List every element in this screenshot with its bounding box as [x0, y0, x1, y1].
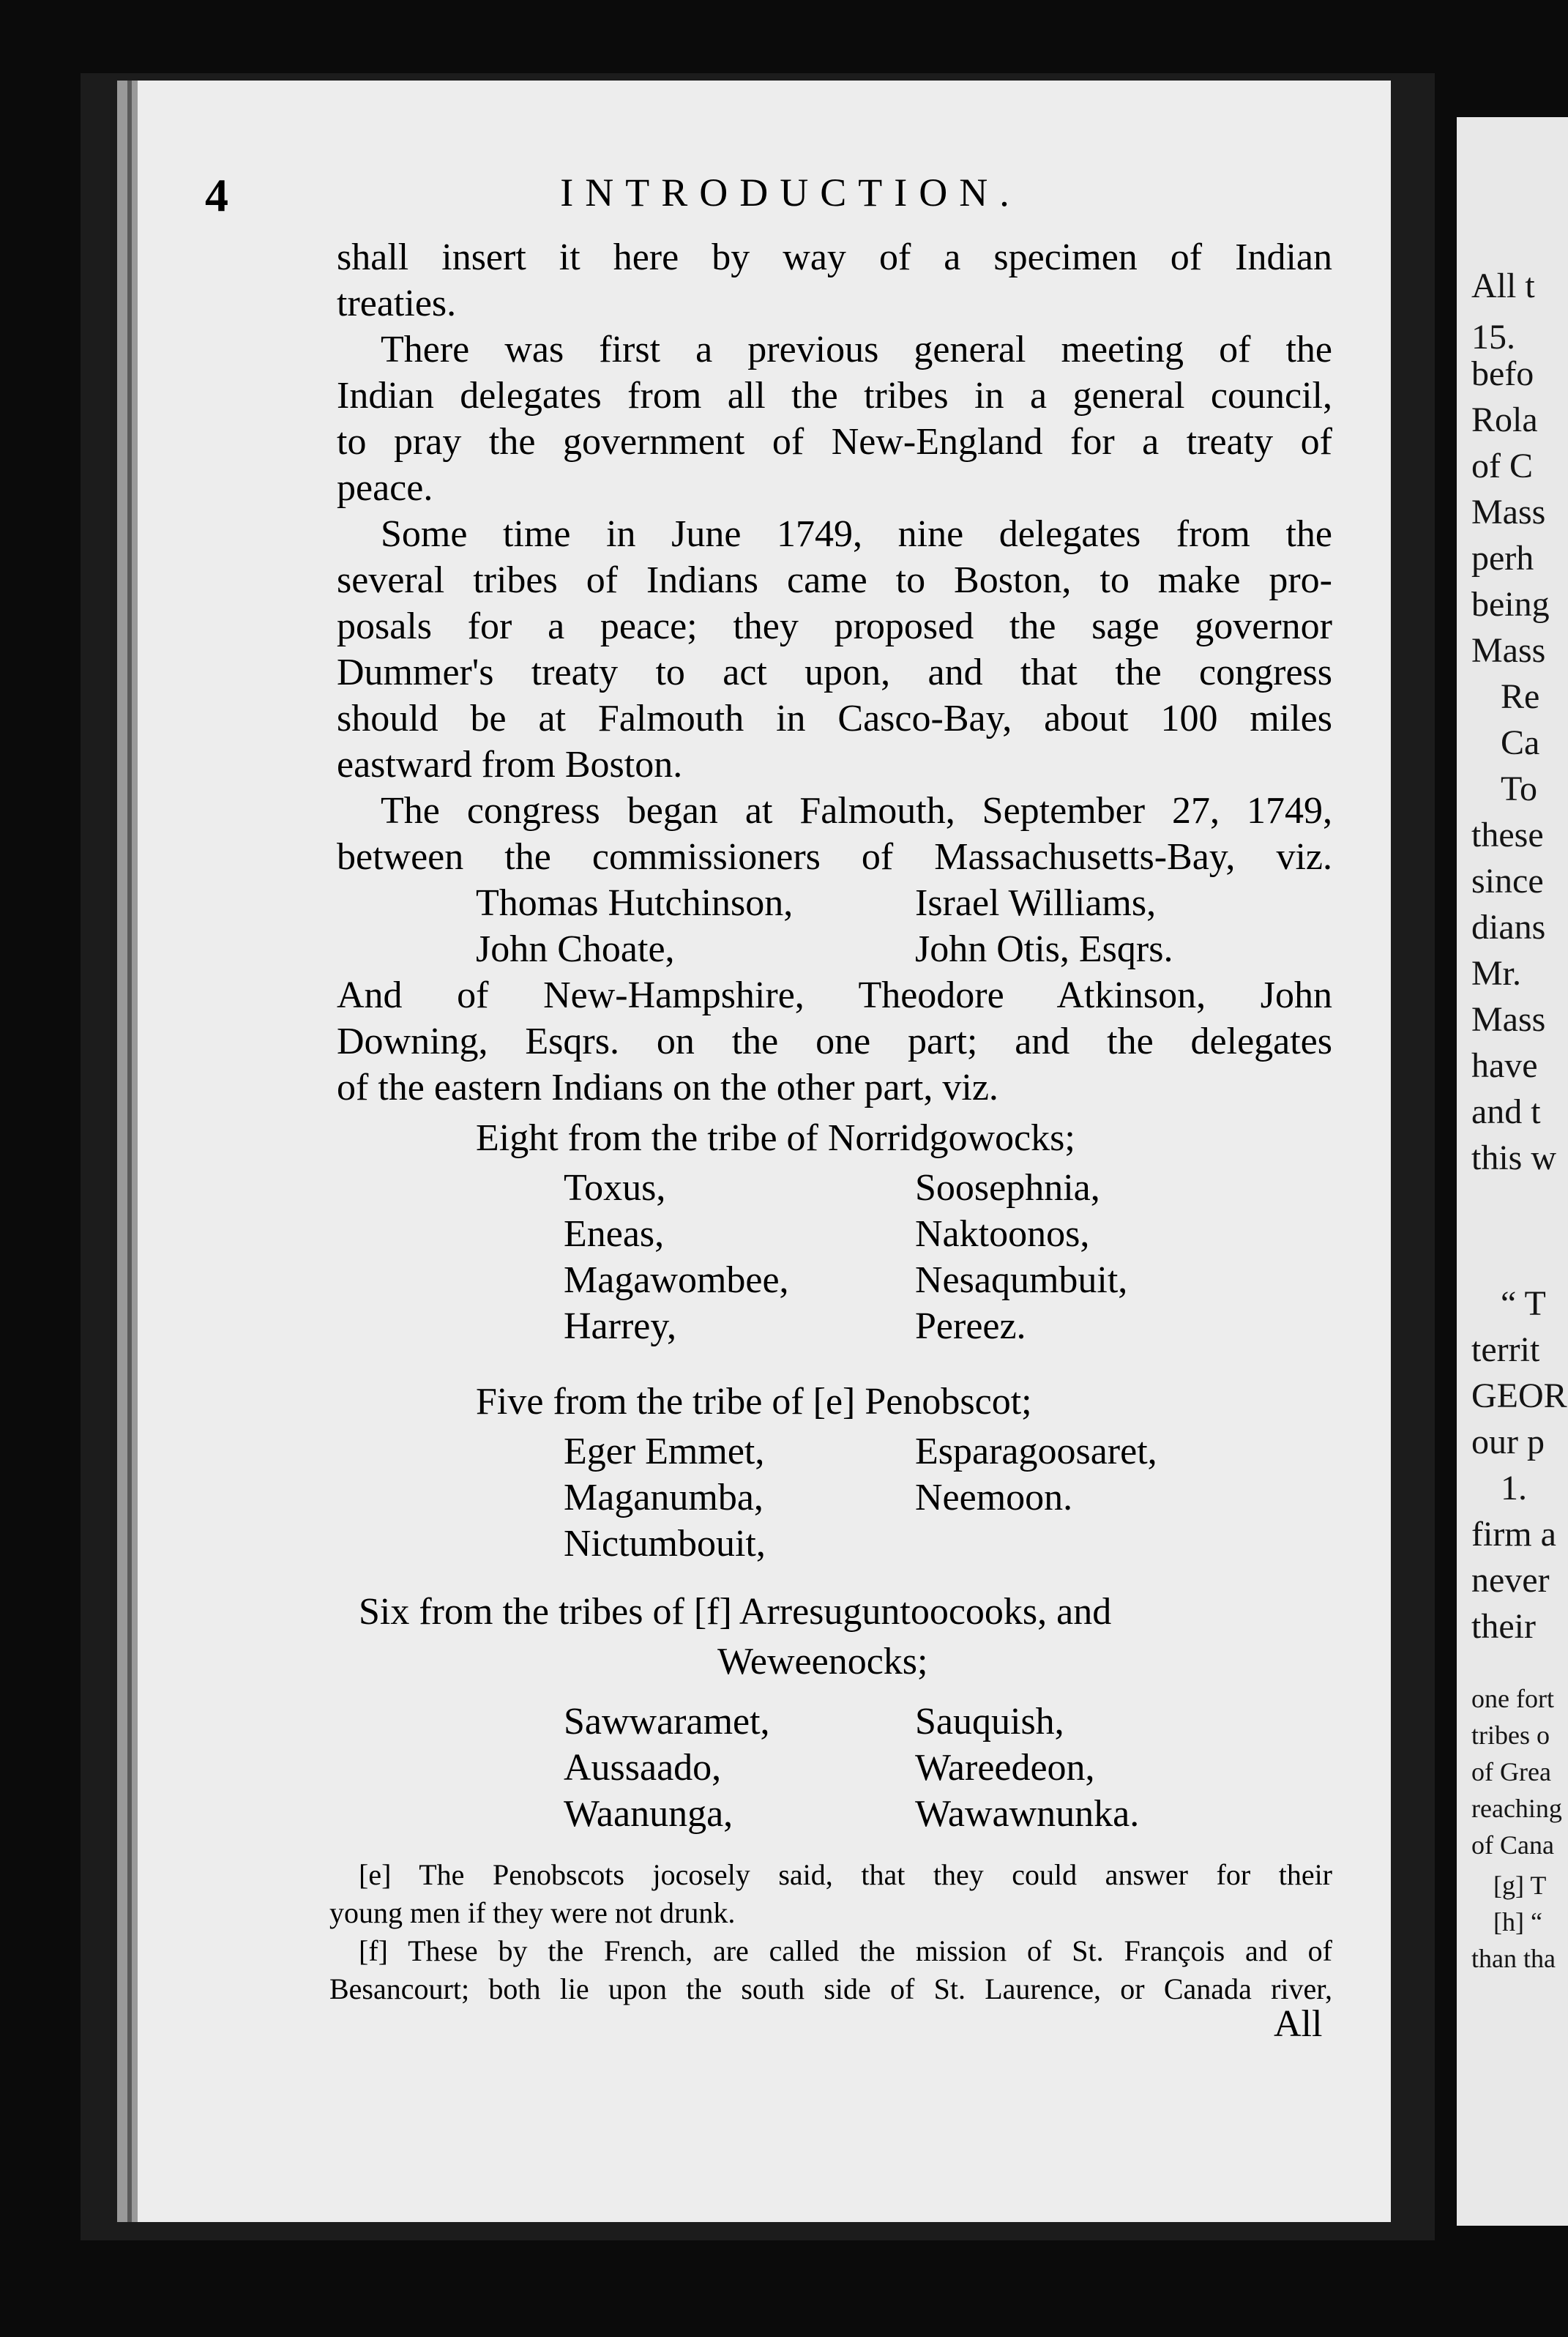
commissioner-name: John Choate,: [476, 928, 675, 970]
delegate-name: Wareedeon,: [915, 1747, 1095, 1789]
tribe-heading: Five from the tribe of [e] Penobscot;: [476, 1381, 1032, 1423]
facing-line: 1.: [1501, 1469, 1527, 1507]
body-text: [337, 234, 1332, 1837]
facing-line: never: [1471, 1561, 1550, 1600]
facing-line: GEOR: [1471, 1376, 1567, 1415]
facing-line: [g] T: [1493, 1871, 1547, 1900]
facing-line: of C: [1471, 447, 1533, 485]
facing-line: have: [1471, 1046, 1538, 1085]
text-line: And of New-Hampshire, Theodore Atkinson, John: [337, 974, 1332, 1016]
facing-line: Mass: [1471, 1000, 1546, 1039]
facing-line: perh: [1471, 539, 1534, 578]
delegate-row: [337, 1257, 1332, 1303]
delegate-name: Eneas,: [564, 1213, 665, 1255]
delegate-name: Nictumbouit,: [564, 1523, 766, 1565]
facing-line: firm a: [1471, 1515, 1556, 1554]
text-line: to pray the government of New-England for a treaty of: [337, 421, 1332, 463]
facing-line: All t: [1471, 266, 1535, 305]
delegate-name: Naktoonos,: [915, 1213, 1090, 1255]
commissioner-row: [337, 880, 1332, 926]
delegate-name: Maganumba,: [564, 1477, 764, 1518]
facing-line: tribes o: [1471, 1721, 1550, 1750]
text-line: several tribes of Indians came to Boston, to make pro-: [337, 559, 1332, 601]
facing-line: of Cana: [1471, 1830, 1554, 1860]
delegate-name: Esparagoosaret,: [915, 1431, 1157, 1472]
footnote-line: young men if they were not drunk.: [329, 1896, 736, 1929]
delegate-name: Sauquish,: [915, 1701, 1064, 1742]
delegate-row: [337, 1791, 1332, 1837]
facing-line: and t: [1471, 1092, 1541, 1131]
running-head: INTRODUCTION.: [560, 171, 1021, 215]
text-line: eastward from Boston.: [337, 744, 683, 786]
commissioner-row: [337, 926, 1332, 972]
delegate-name: Neemoon.: [915, 1477, 1073, 1518]
delegate-name: Soosephnia,: [915, 1167, 1100, 1209]
commissioner-name: John Otis, Esqrs.: [915, 928, 1173, 970]
facing-line: Mass: [1471, 493, 1546, 532]
text-line: of the eastern Indians on the other part, viz.: [337, 1067, 998, 1108]
delegate-row: [337, 1211, 1332, 1257]
facing-line: this w: [1471, 1138, 1557, 1177]
facing-line: territ: [1471, 1330, 1540, 1369]
text-line: Some time in June 1749, nine delegates from the: [381, 513, 1332, 555]
facing-line: their: [1471, 1607, 1536, 1646]
facing-line: [h] “: [1493, 1907, 1542, 1937]
delegate-row: [337, 1165, 1332, 1211]
facing-line: of Grea: [1471, 1757, 1551, 1786]
facing-line: since: [1471, 862, 1544, 901]
delegate-name: Toxus,: [564, 1167, 666, 1209]
delegate-row: [337, 1699, 1332, 1745]
facing-line: these: [1471, 816, 1544, 854]
text-line: shall insert it here by way of a specimen of Indian: [337, 236, 1332, 278]
facing-line: Ca: [1501, 723, 1540, 762]
delegate-name: Nesaqumbuit,: [915, 1259, 1128, 1301]
delegate-name: Harrey,: [564, 1305, 676, 1347]
text-line: should be at Falmouth in Casco-Bay, about 100 miles: [337, 698, 1332, 739]
delegate-name: Sawwaramet,: [564, 1701, 770, 1742]
delegate-row: [337, 1428, 1332, 1475]
text-line: between the commissioners of Massachusetts-Bay, viz.: [337, 836, 1332, 878]
catchword: All: [1274, 2003, 1323, 2045]
text-line: treaties.: [337, 283, 457, 324]
facing-line: our p: [1471, 1423, 1545, 1461]
text-line: There was first a previous general meeting of the: [381, 329, 1332, 370]
delegate-row: [337, 1475, 1332, 1521]
facing-line: Rola: [1471, 400, 1538, 439]
delegate-row: [337, 1521, 1332, 1567]
text-line: peace.: [337, 467, 433, 509]
facing-line: Mass: [1471, 631, 1546, 670]
delegate-name: Pereez.: [915, 1305, 1026, 1347]
text-line: Downing, Esqrs. on the one part; and the delegates: [337, 1021, 1332, 1062]
footnote-line: Besancourt; both lie upon the south side of St. Laurence, or Canada river,: [329, 1972, 1332, 2005]
facing-line: 15.: [1471, 318, 1515, 357]
facing-line: one fort: [1471, 1684, 1554, 1713]
commissioner-name: Thomas Hutchinson,: [476, 882, 794, 924]
facing-page-fragment: [1457, 117, 1568, 2226]
facing-line: being: [1471, 585, 1550, 624]
tribe-heading: Eight from the tribe of Norridgowocks;: [476, 1117, 1075, 1159]
tribe-heading: Six from the tribes of [f] Arresuguntoocooks, and: [359, 1591, 1112, 1633]
facing-line: than tha: [1471, 1944, 1556, 1973]
footnote-line: [e] The Penobscots jocosely said, that they could answer for their: [359, 1858, 1332, 1891]
facing-line: Re: [1501, 677, 1540, 716]
page-header: [205, 168, 1332, 227]
delegate-name: Aussaado,: [564, 1747, 722, 1789]
text-line: Dummer's treaty to act upon, and that the congress: [337, 652, 1332, 693]
delegate-row: [337, 1745, 1332, 1791]
delegate-name: Eger Emmet,: [564, 1431, 765, 1472]
tribe-heading: Weweenocks;: [717, 1641, 928, 1682]
delegate-name: Magawombee,: [564, 1259, 789, 1301]
page-number: 4: [205, 169, 228, 221]
delegate-name: Waanunga,: [564, 1793, 733, 1835]
facing-line: reaching: [1471, 1794, 1562, 1823]
facing-line: “ T: [1501, 1284, 1546, 1323]
text-line: Indian delegates from all the tribes in a general council,: [337, 375, 1332, 417]
facing-line: Mr.: [1471, 954, 1522, 993]
facing-line: befo: [1471, 354, 1534, 393]
delegate-name: Wawawnunka.: [915, 1793, 1140, 1835]
footnote-line: [f] These by the French, are called the mission of St. François and of: [359, 1934, 1332, 1967]
text-line: The congress began at Falmouth, September 27, 1749,: [381, 790, 1332, 832]
footnotes: [329, 1856, 1332, 2008]
delegate-row: [337, 1303, 1332, 1349]
facing-line: dians: [1471, 908, 1546, 947]
commissioner-name: Israel Williams,: [915, 882, 1157, 924]
text-line: posals for a peace; they proposed the sage governor: [337, 605, 1332, 647]
facing-line: To: [1501, 769, 1537, 808]
